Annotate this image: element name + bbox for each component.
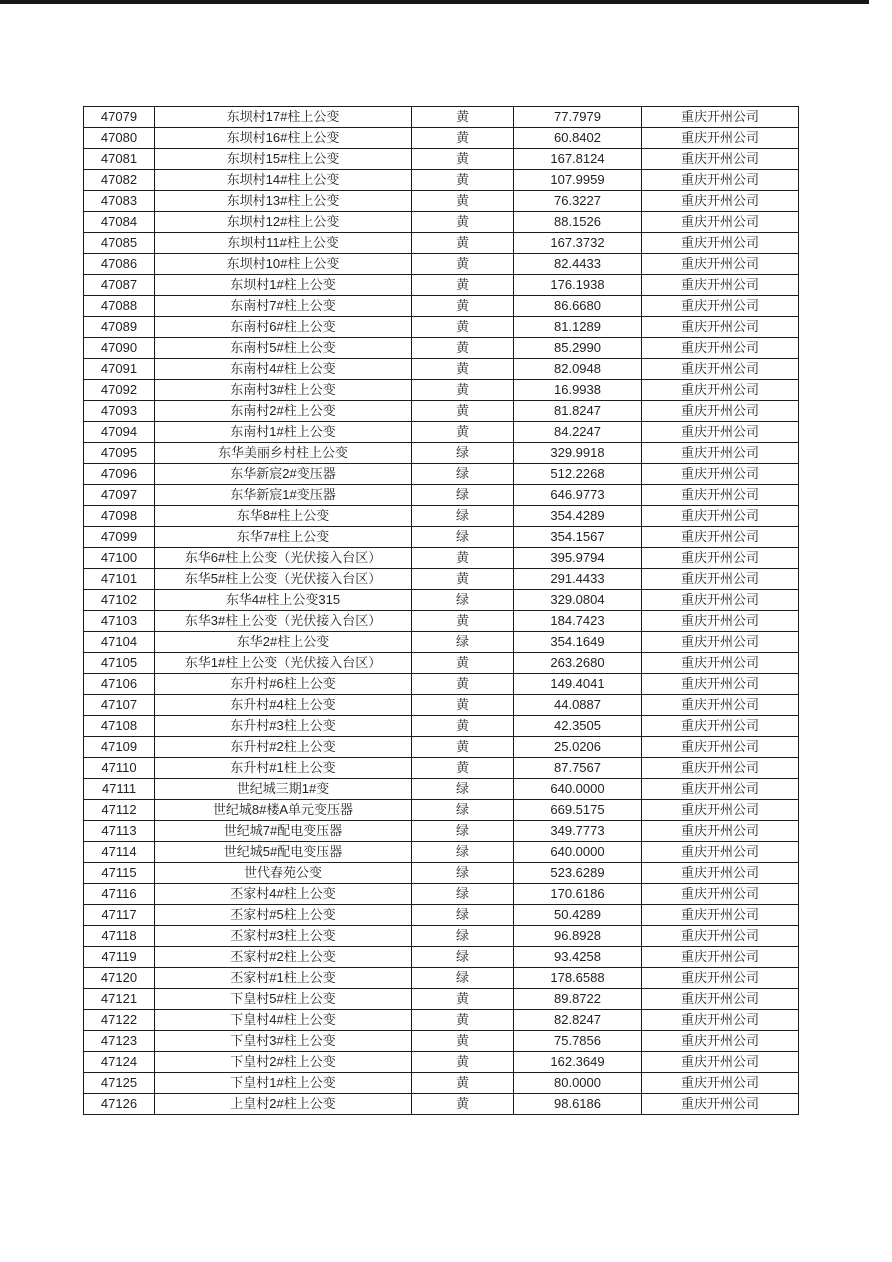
cell-name: 下皇村4#柱上公变	[155, 1010, 412, 1031]
cell-status: 黄	[412, 758, 514, 779]
table-body	[84, 107, 799, 1115]
table-row	[84, 149, 799, 170]
cell-name: 东坝村12#柱上公变	[155, 212, 412, 233]
cell-status: 黄	[412, 401, 514, 422]
cell-id: 47086	[84, 254, 155, 275]
cell-company: 重庆开州公司	[642, 338, 799, 359]
cell-company: 重庆开州公司	[642, 359, 799, 380]
cell-status: 黄	[412, 170, 514, 191]
cell-status: 绿	[412, 527, 514, 548]
cell-name: 东华5#柱上公变（光伏接入台区）	[155, 569, 412, 590]
cell-name: 东坝村14#柱上公变	[155, 170, 412, 191]
cell-company: 重庆开州公司	[642, 716, 799, 737]
cell-value: 50.4289	[514, 905, 642, 926]
cell-company: 重庆开州公司	[642, 212, 799, 233]
table-row	[84, 569, 799, 590]
cell-value: 85.2990	[514, 338, 642, 359]
cell-id: 47105	[84, 653, 155, 674]
cell-id: 47109	[84, 737, 155, 758]
cell-id: 47119	[84, 947, 155, 968]
cell-name: 上皇村2#柱上公变	[155, 1094, 412, 1115]
cell-value: 75.7856	[514, 1031, 642, 1052]
cell-value: 16.9938	[514, 380, 642, 401]
table-row	[84, 338, 799, 359]
cell-name: 东坝村1#柱上公变	[155, 275, 412, 296]
cell-id: 47088	[84, 296, 155, 317]
cell-company: 重庆开州公司	[642, 569, 799, 590]
table-row	[84, 737, 799, 758]
cell-value: 640.0000	[514, 779, 642, 800]
cell-name: 东坝村11#柱上公变	[155, 233, 412, 254]
cell-status: 绿	[412, 506, 514, 527]
cell-company: 重庆开州公司	[642, 191, 799, 212]
cell-value: 60.8402	[514, 128, 642, 149]
cell-name: 东华6#柱上公变（光伏接入台区）	[155, 548, 412, 569]
table-row	[84, 548, 799, 569]
cell-value: 25.0206	[514, 737, 642, 758]
table-row	[84, 317, 799, 338]
cell-name: 东华8#柱上公变	[155, 506, 412, 527]
cell-company: 重庆开州公司	[642, 821, 799, 842]
cell-status: 黄	[412, 1073, 514, 1094]
table-row	[84, 779, 799, 800]
cell-id: 47123	[84, 1031, 155, 1052]
cell-status: 黄	[412, 275, 514, 296]
cell-company: 重庆开州公司	[642, 590, 799, 611]
cell-name: 东坝村15#柱上公变	[155, 149, 412, 170]
cell-company: 重庆开州公司	[642, 317, 799, 338]
cell-name: 东南村5#柱上公变	[155, 338, 412, 359]
cell-value: 42.3505	[514, 716, 642, 737]
cell-status: 黄	[412, 674, 514, 695]
table-row	[84, 590, 799, 611]
cell-company: 重庆开州公司	[642, 842, 799, 863]
cell-name: 东坝村16#柱上公变	[155, 128, 412, 149]
table-row	[84, 968, 799, 989]
cell-company: 重庆开州公司	[642, 233, 799, 254]
table-row	[84, 716, 799, 737]
cell-id: 47095	[84, 443, 155, 464]
cell-id: 47118	[84, 926, 155, 947]
table-row	[84, 443, 799, 464]
cell-value: 44.0887	[514, 695, 642, 716]
cell-id: 47120	[84, 968, 155, 989]
cell-id: 47107	[84, 695, 155, 716]
cell-status: 黄	[412, 1052, 514, 1073]
cell-id: 47103	[84, 611, 155, 632]
cell-name: 东升村#4柱上公变	[155, 695, 412, 716]
cell-company: 重庆开州公司	[642, 443, 799, 464]
cell-id: 47100	[84, 548, 155, 569]
cell-id: 47091	[84, 359, 155, 380]
cell-id: 47112	[84, 800, 155, 821]
cell-company: 重庆开州公司	[642, 611, 799, 632]
cell-name: 东坝村10#柱上公变	[155, 254, 412, 275]
cell-name: 下皇村5#柱上公变	[155, 989, 412, 1010]
cell-company: 重庆开州公司	[642, 380, 799, 401]
cell-value: 80.0000	[514, 1073, 642, 1094]
table-row	[84, 464, 799, 485]
cell-status: 绿	[412, 947, 514, 968]
cell-id: 47084	[84, 212, 155, 233]
cell-value: 167.3732	[514, 233, 642, 254]
cell-value: 98.6186	[514, 1094, 642, 1115]
cell-value: 176.1938	[514, 275, 642, 296]
cell-name: 东华3#柱上公变（光伏接入台区）	[155, 611, 412, 632]
cell-status: 黄	[412, 422, 514, 443]
cell-name: 世纪城7#配电变压器	[155, 821, 412, 842]
cell-id: 47090	[84, 338, 155, 359]
cell-value: 149.4041	[514, 674, 642, 695]
cell-name: 东华美丽乡村柱上公变	[155, 443, 412, 464]
cell-company: 重庆开州公司	[642, 107, 799, 128]
cell-status: 黄	[412, 254, 514, 275]
cell-value: 81.1289	[514, 317, 642, 338]
cell-company: 重庆开州公司	[642, 170, 799, 191]
table-row	[84, 506, 799, 527]
transformer-table	[83, 106, 799, 1115]
cell-status: 绿	[412, 863, 514, 884]
table-row	[84, 191, 799, 212]
cell-status: 黄	[412, 989, 514, 1010]
cell-value: 263.2680	[514, 653, 642, 674]
cell-status: 黄	[412, 611, 514, 632]
cell-status: 黄	[412, 296, 514, 317]
cell-status: 黄	[412, 317, 514, 338]
cell-value: 82.4433	[514, 254, 642, 275]
cell-id: 47126	[84, 1094, 155, 1115]
cell-status: 黄	[412, 128, 514, 149]
cell-value: 77.7979	[514, 107, 642, 128]
cell-status: 黄	[412, 653, 514, 674]
cell-id: 47124	[84, 1052, 155, 1073]
cell-status: 黄	[412, 107, 514, 128]
cell-name: 下皇村1#柱上公变	[155, 1073, 412, 1094]
cell-name: 东坝村13#柱上公变	[155, 191, 412, 212]
cell-value: 87.7567	[514, 758, 642, 779]
cell-name: 东华新宸1#变压器	[155, 485, 412, 506]
cell-value: 81.8247	[514, 401, 642, 422]
cell-name: 世纪城5#配电变压器	[155, 842, 412, 863]
cell-company: 重庆开州公司	[642, 800, 799, 821]
table-row	[84, 842, 799, 863]
cell-status: 绿	[412, 926, 514, 947]
cell-status: 黄	[412, 716, 514, 737]
cell-company: 重庆开州公司	[642, 422, 799, 443]
cell-company: 重庆开州公司	[642, 989, 799, 1010]
cell-status: 绿	[412, 905, 514, 926]
cell-status: 黄	[412, 548, 514, 569]
cell-value: 82.8247	[514, 1010, 642, 1031]
cell-status: 绿	[412, 485, 514, 506]
cell-name: 世纪城8#楼A单元变压器	[155, 800, 412, 821]
table-row	[84, 884, 799, 905]
table-row	[84, 359, 799, 380]
cell-status: 黄	[412, 380, 514, 401]
cell-id: 47104	[84, 632, 155, 653]
cell-status: 绿	[412, 884, 514, 905]
cell-value: 354.1567	[514, 527, 642, 548]
table-row	[84, 905, 799, 926]
cell-company: 重庆开州公司	[642, 401, 799, 422]
cell-name: 东华1#柱上公变（光伏接入台区）	[155, 653, 412, 674]
cell-company: 重庆开州公司	[642, 506, 799, 527]
cell-name: 东南村2#柱上公变	[155, 401, 412, 422]
cell-status: 绿	[412, 779, 514, 800]
cell-id: 47111	[84, 779, 155, 800]
cell-value: 291.4433	[514, 569, 642, 590]
cell-id: 47117	[84, 905, 155, 926]
cell-name: 东华4#柱上公变315	[155, 590, 412, 611]
cell-company: 重庆开州公司	[642, 905, 799, 926]
cell-company: 重庆开州公司	[642, 149, 799, 170]
cell-company: 重庆开州公司	[642, 926, 799, 947]
table-row	[84, 989, 799, 1010]
table-row	[84, 863, 799, 884]
cell-value: 354.4289	[514, 506, 642, 527]
cell-company: 重庆开州公司	[642, 758, 799, 779]
cell-id: 47094	[84, 422, 155, 443]
table-row	[84, 296, 799, 317]
cell-name: 下皇村3#柱上公变	[155, 1031, 412, 1052]
cell-value: 354.1649	[514, 632, 642, 653]
cell-status: 绿	[412, 590, 514, 611]
cell-value: 349.7773	[514, 821, 642, 842]
cell-id: 47115	[84, 863, 155, 884]
cell-id: 47087	[84, 275, 155, 296]
cell-company: 重庆开州公司	[642, 884, 799, 905]
table-row	[84, 947, 799, 968]
cell-company: 重庆开州公司	[642, 1052, 799, 1073]
cell-name: 丕家村#5柱上公变	[155, 905, 412, 926]
cell-company: 重庆开州公司	[642, 863, 799, 884]
cell-name: 东升村#1柱上公变	[155, 758, 412, 779]
cell-value: 640.0000	[514, 842, 642, 863]
cell-name: 丕家村#3柱上公变	[155, 926, 412, 947]
table-row	[84, 1073, 799, 1094]
cell-name: 东南村3#柱上公变	[155, 380, 412, 401]
cell-status: 绿	[412, 464, 514, 485]
cell-status: 绿	[412, 443, 514, 464]
cell-company: 重庆开州公司	[642, 968, 799, 989]
cell-name: 东南村4#柱上公变	[155, 359, 412, 380]
cell-name: 下皇村2#柱上公变	[155, 1052, 412, 1073]
cell-value: 523.6289	[514, 863, 642, 884]
cell-value: 89.8722	[514, 989, 642, 1010]
table-row	[84, 275, 799, 296]
cell-company: 重庆开州公司	[642, 464, 799, 485]
cell-id: 47102	[84, 590, 155, 611]
cell-status: 黄	[412, 212, 514, 233]
cell-value: 669.5175	[514, 800, 642, 821]
table-row	[84, 758, 799, 779]
cell-id: 47079	[84, 107, 155, 128]
cell-id: 47110	[84, 758, 155, 779]
table-row	[84, 800, 799, 821]
cell-name: 东升村#2柱上公变	[155, 737, 412, 758]
table-row	[84, 632, 799, 653]
cell-id: 47099	[84, 527, 155, 548]
cell-value: 82.0948	[514, 359, 642, 380]
cell-value: 512.2268	[514, 464, 642, 485]
cell-value: 162.3649	[514, 1052, 642, 1073]
cell-name: 东华新宸2#变压器	[155, 464, 412, 485]
cell-status: 绿	[412, 800, 514, 821]
cell-value: 84.2247	[514, 422, 642, 443]
cell-id: 47082	[84, 170, 155, 191]
cell-status: 黄	[412, 569, 514, 590]
cell-value: 395.9794	[514, 548, 642, 569]
scan-edge-bar	[0, 0, 869, 4]
table-row	[84, 611, 799, 632]
cell-id: 47083	[84, 191, 155, 212]
cell-value: 96.8928	[514, 926, 642, 947]
cell-id: 47085	[84, 233, 155, 254]
table-row	[84, 233, 799, 254]
cell-status: 黄	[412, 1031, 514, 1052]
cell-status: 绿	[412, 842, 514, 863]
cell-company: 重庆开州公司	[642, 779, 799, 800]
cell-status: 黄	[412, 1010, 514, 1031]
cell-name: 丕家村#1柱上公变	[155, 968, 412, 989]
cell-value: 107.9959	[514, 170, 642, 191]
cell-name: 东南村6#柱上公变	[155, 317, 412, 338]
table-row	[84, 1094, 799, 1115]
cell-value: 93.4258	[514, 947, 642, 968]
cell-id: 47113	[84, 821, 155, 842]
cell-value: 170.6186	[514, 884, 642, 905]
cell-name: 东华7#柱上公变	[155, 527, 412, 548]
cell-status: 绿	[412, 632, 514, 653]
cell-value: 76.3227	[514, 191, 642, 212]
cell-status: 黄	[412, 1094, 514, 1115]
table-row	[84, 1010, 799, 1031]
cell-value: 88.1526	[514, 212, 642, 233]
cell-name: 东坝村17#柱上公变	[155, 107, 412, 128]
table-row	[84, 653, 799, 674]
cell-name: 东升村#3柱上公变	[155, 716, 412, 737]
table-row	[84, 527, 799, 548]
table-row	[84, 254, 799, 275]
cell-name: 东南村1#柱上公变	[155, 422, 412, 443]
cell-id: 47097	[84, 485, 155, 506]
cell-company: 重庆开州公司	[642, 653, 799, 674]
cell-id: 47089	[84, 317, 155, 338]
table-row	[84, 212, 799, 233]
cell-id: 47125	[84, 1073, 155, 1094]
cell-value: 178.6588	[514, 968, 642, 989]
cell-id: 47116	[84, 884, 155, 905]
cell-company: 重庆开州公司	[642, 548, 799, 569]
cell-company: 重庆开州公司	[642, 947, 799, 968]
table-row	[84, 401, 799, 422]
cell-id: 47101	[84, 569, 155, 590]
cell-id: 47106	[84, 674, 155, 695]
cell-status: 黄	[412, 338, 514, 359]
cell-value: 646.9773	[514, 485, 642, 506]
cell-value: 329.0804	[514, 590, 642, 611]
cell-company: 重庆开州公司	[642, 128, 799, 149]
cell-id: 47122	[84, 1010, 155, 1031]
cell-company: 重庆开州公司	[642, 737, 799, 758]
cell-status: 绿	[412, 968, 514, 989]
cell-company: 重庆开州公司	[642, 485, 799, 506]
cell-id: 47108	[84, 716, 155, 737]
cell-company: 重庆开州公司	[642, 527, 799, 548]
cell-name: 世纪城三期1#变	[155, 779, 412, 800]
cell-company: 重庆开州公司	[642, 1073, 799, 1094]
cell-company: 重庆开州公司	[642, 296, 799, 317]
cell-status: 黄	[412, 191, 514, 212]
cell-status: 黄	[412, 359, 514, 380]
cell-value: 184.7423	[514, 611, 642, 632]
cell-name: 丕家村#2柱上公变	[155, 947, 412, 968]
cell-name: 丕家村4#柱上公变	[155, 884, 412, 905]
cell-id: 47121	[84, 989, 155, 1010]
cell-company: 重庆开州公司	[642, 674, 799, 695]
table-row	[84, 1031, 799, 1052]
table-row	[84, 170, 799, 191]
cell-status: 黄	[412, 233, 514, 254]
table-row	[84, 674, 799, 695]
cell-id: 47093	[84, 401, 155, 422]
cell-status: 绿	[412, 821, 514, 842]
cell-company: 重庆开州公司	[642, 632, 799, 653]
cell-name: 东南村7#柱上公变	[155, 296, 412, 317]
table-row	[84, 107, 799, 128]
cell-company: 重庆开州公司	[642, 1010, 799, 1031]
cell-company: 重庆开州公司	[642, 254, 799, 275]
cell-status: 黄	[412, 695, 514, 716]
cell-id: 47080	[84, 128, 155, 149]
table-row	[84, 1052, 799, 1073]
table-row	[84, 926, 799, 947]
table-row	[84, 380, 799, 401]
table-row	[84, 128, 799, 149]
cell-status: 黄	[412, 737, 514, 758]
cell-value: 167.8124	[514, 149, 642, 170]
cell-company: 重庆开州公司	[642, 275, 799, 296]
cell-name: 世代春苑公变	[155, 863, 412, 884]
cell-value: 86.6680	[514, 296, 642, 317]
cell-id: 47096	[84, 464, 155, 485]
cell-company: 重庆开州公司	[642, 1094, 799, 1115]
table-row	[84, 485, 799, 506]
table-row	[84, 695, 799, 716]
cell-company: 重庆开州公司	[642, 1031, 799, 1052]
cell-id: 47081	[84, 149, 155, 170]
cell-id: 47092	[84, 380, 155, 401]
cell-company: 重庆开州公司	[642, 695, 799, 716]
cell-name: 东华2#柱上公变	[155, 632, 412, 653]
cell-status: 黄	[412, 149, 514, 170]
table-row	[84, 422, 799, 443]
cell-id: 47098	[84, 506, 155, 527]
table-row	[84, 821, 799, 842]
cell-value: 329.9918	[514, 443, 642, 464]
cell-name: 东升村#6柱上公变	[155, 674, 412, 695]
cell-id: 47114	[84, 842, 155, 863]
